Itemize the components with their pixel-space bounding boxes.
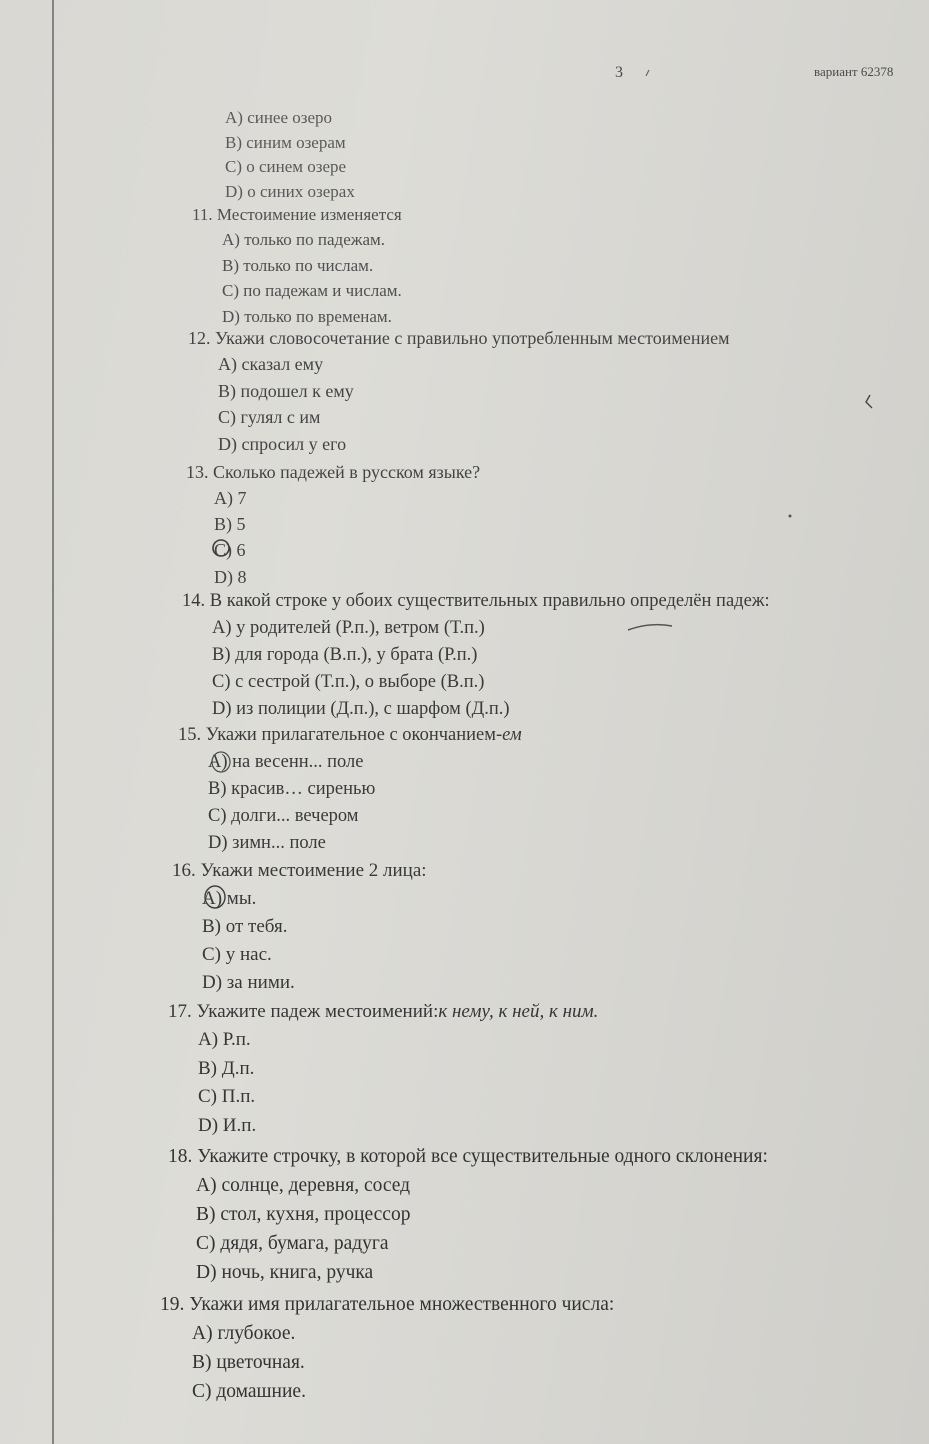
option-d: D) И.п. bbox=[198, 1114, 257, 1136]
option-c: C) дядя, бумага, радуга bbox=[196, 1233, 389, 1254]
question-text bbox=[178, 722, 522, 749]
option-d: D) только по временам. bbox=[222, 306, 392, 326]
question-text: 13. Сколько падежей в русском языке? bbox=[186, 462, 481, 482]
option-d: D) 8 bbox=[214, 566, 247, 587]
option-a: A) мы. bbox=[202, 888, 257, 909]
question-text: 18. Укажите строчку, в которой все существительные одного склонения: bbox=[168, 1146, 768, 1167]
option-b: B) только по числам. bbox=[222, 255, 374, 275]
option-b: B) для города (В.п.), у брата (Р.п.) bbox=[212, 645, 478, 665]
option-c: C) гулял с им bbox=[218, 407, 321, 427]
question-10-options bbox=[225, 106, 355, 204]
option-a: A) солнце, деревня, сосед bbox=[196, 1175, 411, 1196]
question-19 bbox=[160, 1290, 614, 1406]
question-15 bbox=[178, 722, 522, 857]
page-number: 3 bbox=[615, 64, 623, 81]
question-text: 16. Укажи местоимение 2 лица: bbox=[172, 860, 427, 881]
option-a: A) синее озеро bbox=[225, 108, 333, 127]
option-d: D) ночь, книга, ручка bbox=[196, 1262, 374, 1283]
option-c: C) у нас. bbox=[202, 944, 272, 965]
question-13 bbox=[186, 459, 480, 590]
question-17 bbox=[168, 998, 598, 1140]
question-ending: -ем bbox=[495, 725, 522, 745]
option-c: C) по падежам и числам. bbox=[222, 281, 402, 300]
option-c: C) с сестрой (Т.п.), о выборе (В.п.) bbox=[212, 672, 485, 692]
option-a: A) сказал ему bbox=[218, 354, 324, 374]
option-d: D) спросил у его bbox=[218, 433, 347, 454]
option-c: C) долги... вечером bbox=[208, 806, 359, 826]
option-c: C) 6 bbox=[214, 540, 246, 561]
pen-dot bbox=[789, 515, 792, 518]
question-text: 14. В какой строке у обоих существительных правильно определён падеж: bbox=[182, 591, 770, 611]
option-c: C) домашние. bbox=[192, 1381, 306, 1402]
option-b: B) цветочная. bbox=[192, 1352, 305, 1373]
question-12 bbox=[188, 326, 729, 457]
question-examples: к нему, к ней, к ним. bbox=[438, 1001, 599, 1022]
option-c: C) П.п. bbox=[198, 1086, 256, 1107]
option-d: D) о синих озерах bbox=[225, 181, 355, 201]
option-a: A) Р.п. bbox=[198, 1029, 251, 1050]
option-b: B) от тебя. bbox=[202, 916, 288, 937]
question-16 bbox=[172, 857, 427, 997]
option-d: D) за ними. bbox=[202, 972, 295, 993]
pen-mark-header bbox=[646, 70, 649, 76]
question-text-main: 17. Укажите падеж местоимений: bbox=[168, 1001, 439, 1022]
option-b: B) Д.п. bbox=[198, 1057, 255, 1079]
option-a: A) глубокое. bbox=[192, 1323, 296, 1344]
question-text-main: 15. Укажи прилагательное с окончанием bbox=[178, 725, 496, 745]
pen-tick-q12 bbox=[866, 395, 872, 408]
question-18 bbox=[168, 1142, 768, 1287]
option-a: A) на весенн... поле bbox=[208, 752, 364, 772]
option-d: D) зимн... поле bbox=[208, 833, 326, 853]
option-b: B) синим озерам bbox=[225, 132, 346, 152]
option-a: A) 7 bbox=[214, 488, 247, 508]
option-d: D) из полиции (Д.п.), с шарфом (Д.п.) bbox=[212, 699, 510, 719]
option-b: B) 5 bbox=[214, 514, 246, 535]
option-a: A) у родителей (Р.п.), ветром (Т.п.) bbox=[212, 618, 485, 638]
question-text: 19. Укажи имя прилагательное множественного числа: bbox=[160, 1294, 615, 1315]
option-c: C) о синем озере bbox=[225, 157, 347, 176]
question-text: 11. Местоимение изменяется bbox=[192, 205, 402, 224]
question-text bbox=[168, 998, 598, 1026]
question-text: 12. Укажи словосочетание с правильно употребленным местоимением bbox=[188, 328, 730, 348]
page-edge bbox=[52, 0, 54, 1444]
option-b: B) стол, кухня, процессор bbox=[196, 1204, 411, 1225]
question-14 bbox=[182, 588, 770, 723]
option-b: B) подошел к ему bbox=[218, 380, 354, 401]
option-a: A) только по падежам. bbox=[222, 230, 386, 249]
question-11 bbox=[192, 203, 402, 329]
option-b: B) красив… сиренью bbox=[208, 779, 376, 799]
variant-label: вариант 62378 bbox=[814, 64, 894, 79]
